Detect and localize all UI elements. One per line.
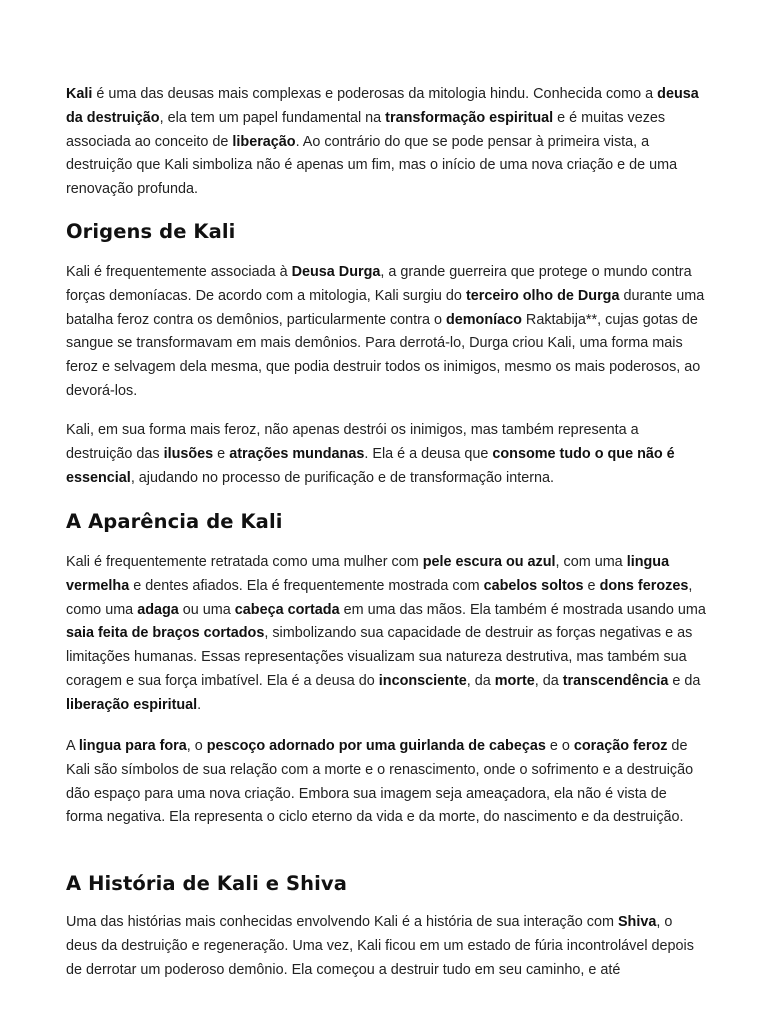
bold-text: ilusões: [163, 445, 214, 462]
bold-text: transcendência: [562, 672, 669, 689]
bold-text: lingua vermelha: [66, 554, 670, 594]
paragraph-text: e: [213, 445, 230, 462]
paragraph-text: , da: [466, 672, 495, 689]
paragraph-text: , da: [534, 672, 563, 689]
paragraph-text: Raktabija**, cujas gotas de sangue se transformavam em mais demônios. Para derrotá-lo, Durga criou Kali, uma forma mais feroz e selvagem dela mesma, que podia destruir todos os inimigos, mesmo os mais poderosos, ao devorá-los.: [66, 311, 701, 399]
section-heading-origens: Origens de Kali: [66, 220, 236, 243]
paragraph-text: , com uma: [555, 554, 627, 570]
bold-text: atrações mundanas: [229, 445, 365, 462]
intro-paragraph: [66, 83, 706, 202]
paragraph-text: e é muitas vezes associada ao conceito de: [66, 109, 666, 150]
bold-text: Shiva: [617, 914, 657, 930]
paragraph-text: ou uma: [178, 601, 235, 618]
bold-text: cabelos soltos: [483, 577, 584, 594]
bold-text: Kali: [66, 86, 93, 102]
paragraph-text: de Kali são símbolos de sua relação com a morte e o renascimento, onde o sofrimento e a destruição dão espaço para uma nova criação. Embora sua imagem seja ameaçadora, ela não é vista de forma negativa. Ela representa o ciclo eterno da vida e da morte, do nascimento e da destruição.: [66, 738, 694, 826]
paragraph-text: Kali é frequentemente retratada como uma mulher com: [66, 554, 423, 570]
bold-text: coração feroz: [573, 738, 668, 754]
paragraph-text: e: [583, 577, 600, 594]
bold-text: demoníaco: [445, 311, 522, 328]
paragraph-text: Kali é frequentemente associada à: [66, 264, 292, 280]
ferocity-paragraph: [66, 419, 706, 490]
paragraph-text: , o deus da destruição e regeneração. Uma vez, Kali ficou em um estado de fúria incontrolável depois de derrotar um poderoso demônio. Ela começou a destruir tudo em seu caminho, e até: [66, 914, 694, 978]
symbolism-paragraph: [66, 735, 706, 830]
bold-text: liberação: [232, 133, 296, 150]
appearance-paragraph: [66, 551, 706, 718]
paragraph-text: , ajudando no processo de purificação e de transformação interna.: [130, 469, 555, 486]
paragraph-text: em uma das mãos. Ela também é mostrada usando uma: [339, 601, 706, 618]
bold-text: lingua para fora: [78, 738, 187, 754]
bold-text: pele escura ou azul: [422, 554, 556, 570]
paragraph-text: . Ao contrário do que se pode pensar à primeira vista, a destruição que Kali simboliza não é apenas um fim, mas o início de uma nova criação e de uma renovação profunda.: [66, 133, 678, 198]
paragraph-text: , o: [186, 738, 207, 754]
bold-text: pescoço adornado por uma guirlanda de cabeças: [206, 738, 546, 754]
bold-text: cabeça cortada: [234, 601, 340, 618]
section-heading-historia: A História de Kali e Shiva: [66, 872, 347, 895]
paragraph-text: A: [66, 738, 79, 754]
paragraph-text: e da: [668, 672, 701, 689]
bold-text: deusa da destruição: [66, 86, 699, 126]
bold-text: saia feita de braços cortados: [66, 625, 265, 642]
story-paragraph: [66, 911, 706, 982]
bold-text: consome tudo o que não é essencial: [66, 445, 675, 486]
paragraph-text: e dentes afiados. Ela é frequentemente mostrada com: [129, 577, 484, 594]
paragraph-text: , como uma: [66, 577, 693, 618]
paragraph-text: , ela tem um papel fundamental na: [159, 109, 386, 126]
paragraph-text: , simbolizando sua capacidade de destruir as forças negativas e as limitações humanas. Essas representações visualizam sua natureza destrutiva, mas também sua coragem e sua força imbatível. Ela é a deusa do: [66, 625, 693, 689]
paragraph-text: é uma das deusas mais complexas e poderosas da mitologia hindu. Conhecida como a: [92, 86, 658, 102]
section-heading-aparencia: A Aparência de Kali: [66, 510, 283, 533]
bold-text: inconsciente: [378, 672, 467, 689]
bold-text: morte: [494, 672, 535, 689]
bold-text: Deusa Durga: [291, 264, 381, 280]
paragraph-text: e o: [545, 738, 574, 754]
bold-text: dons ferozes: [599, 577, 689, 594]
bold-text: liberação espiritual: [66, 696, 198, 713]
bold-text: terceiro olho de Durga: [465, 287, 620, 304]
paragraph-text: durante uma batalha feroz contra os demônios, particularmente contra o: [66, 287, 705, 328]
bold-text: transformação espiritual: [385, 109, 554, 126]
paragraph-text: , a grande guerreira que protege o mundo contra forças demoníacas. De acordo com a mitologia, Kali surgiu do: [66, 264, 692, 304]
paragraph-text: Uma das histórias mais conhecidas envolvendo Kali é a história de sua interação com: [66, 914, 618, 930]
paragraph-text: . Ela é a deusa que: [364, 445, 493, 462]
paragraph-text: .: [197, 696, 202, 713]
paragraph-text: Kali, em sua forma mais feroz, não apenas destrói os inimigos, mas também representa a destruição das: [66, 422, 639, 462]
bold-text: adaga: [137, 601, 179, 618]
origins-paragraph: [66, 261, 706, 404]
